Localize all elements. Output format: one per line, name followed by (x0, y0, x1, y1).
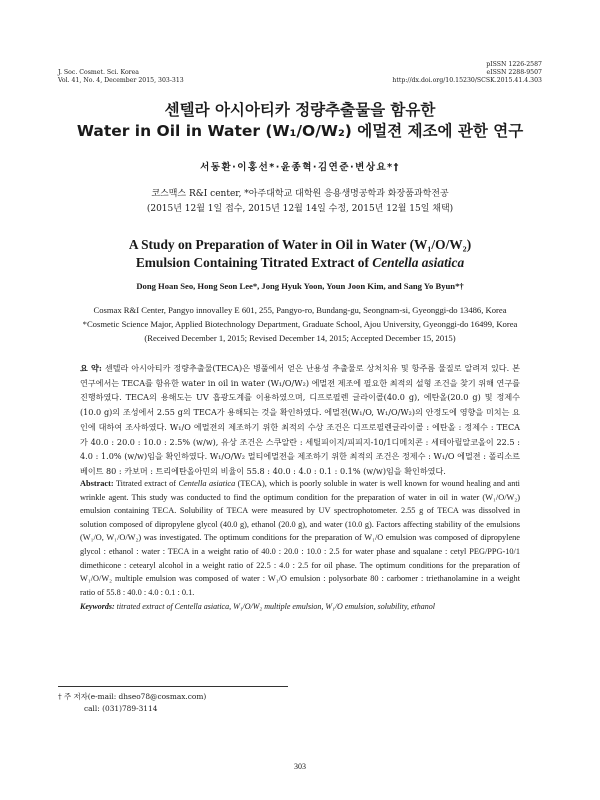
footnote-email: † 주 저자(e-mail: dhseo78@cosmax.com) (58, 692, 207, 701)
english-dates: (Received December 1, 2015; Revised December 14, 2015; Accepted December 15, 2015) (144, 333, 456, 343)
issn-info (392, 61, 542, 85)
english-title-line2 (0, 254, 600, 272)
affiliation-cosmax: Cosmax R&I Center, Pangyo innovalley E 601, 255, Pangyo-ro, Bundang-gu, Seongnam-si, Gyeonggi-do 13486, Korea (93, 305, 507, 315)
korean-abstract-label: 요 약: (80, 363, 102, 373)
english-abstract-species: Centella asiatica (178, 479, 236, 488)
keywords-label: Keywords: (80, 602, 115, 611)
footnote-divider (58, 686, 288, 687)
page-number: 303 (294, 762, 306, 771)
korean-affiliation-line: 코스맥스 R&I center, *아주대학교 대학원 응용생명공학과 화장품과학전공 (151, 189, 449, 199)
journal-volume: Vol. 41, No. 4, December 2015, 303-313 (58, 77, 184, 84)
korean-abstract-text: 센텔라 아시아티카 정량추출물(TECA)은 병풀에서 얻은 난용성 추출물로 상처치유 및 항주름 물질로 알려져 있다. 본 연구에서는 TECA를 함유한 water in oil in water (W₁/O/W₂) 에멀젼 제조에 필요한 최적의 설형 조건을 찾기 위해 연구를 진행하였다. TECA의 용해도는 UV 흡광도계를 이용하였으며, 디프로필렌 글라이콜(40.0 g), 에탄올(20.0 g) 및 정제수(10.0 g)의 조성에서 2.55 g의 TECA가 용해되는 것을 확인하였다. 에멀젼(W₁/O, W₁/O/W₂)의 안정도에 영향을 미치는 요인에 대하여 조사하였다. W₁/O 에멀젼의 제조하기 위한 최적의 수상 조건은 디프로필렌글라이콜 : 에탄올 : 정제수 : TECA가 40.0 : 20.0 : 10.0 : 2.5% (w/w), 유상 조건은 스쿠알란 : 세틸피이지/피피지-10/1디메치콘 : 세테아릴알코올이 22.5 : 4.0 : 1.0% (w/w)임을 확인하였다. W₁/O/W₂ 멀티에멀젼을 제조하기 위한 최적의 조건은 정제수 : W₁/O 에멀젼 : 폴리소르베이트 80 : 카보머 : 트리에탄올아민의 비율이 55.8 : 40.0 : 4.0 : 0.1 : 0.1% (w/w)임을 확인하였다. (80, 363, 520, 476)
doi-link[interactable]: http://dx.doi.org/10.15230/SCSK.2015.41.4.303 (392, 77, 542, 84)
english-abstract (80, 477, 520, 599)
english-title-prefix: Emulsion Containing Titrated Extract of (135, 255, 373, 270)
korean-title-line2: Water in Oil in Water (W₁/O/W₂) 에멀젼 제조에 관한 연구 (76, 122, 524, 140)
footnote (58, 691, 206, 715)
english-authors: Dong Hoan Seo, Hong Seon Lee*, Jong Hyuk Yoon, Youn Joon Kim, and Sang Yo Byun*† (136, 281, 464, 291)
korean-authors: 서동환·이홍선*·윤종혁·김연준·변상요*† (200, 162, 400, 173)
korean-title-line1: 센텔라 아시아티카 정량추출물을 함유한 (164, 101, 436, 119)
journal-info (58, 69, 184, 85)
english-abstract-text-pre: Titrated extract of (113, 479, 179, 488)
korean-title (0, 100, 600, 142)
english-affiliation (0, 303, 600, 345)
korean-dates: (2015년 12월 1일 접수, 2015년 12월 14일 수정, 2015년 12월 15일 채택) (146, 204, 454, 214)
affiliation-ajou: *Cosmetic Science Major, Applied Biotechnology Department, Graduate School, Ajou University, Gyeonggi-do 16499, Korea (82, 319, 518, 329)
english-abstract-text-post: (TECA), which is poorly soluble in water is well known for wound healing and anti wrinkle agent. This study was conducted to find the optimum condition for the preparation of water in oil in water (W₁/O/W₂) emulsion containing TECA. Solubility of TECA were measured by UV spectrophotometer. 2.55 g of TECA was dissolved in solution composed of dipropylene glycol (40.0 g), ethanol (20.0 g), and water (10.0 g). Factors affecting stability of the emulsions (W₁/O, W₁/O/W₂) was investigated. The optimum conditions for the preparation of W₁/O emulsion was composed of dipropylene glycol : ethanol : water : TECA in a weight ratio of 40.0 : 20.0 : 10.0 : 2.5 for water phase and squalane : cetyl PEG/PPG-10/1 dimethicone : cetearyl alcohol in a weight ratio of 22.5 : 4.0 : 2.5 for oil phase. The optimum conditions for the preparation of W₁/O/W₂ multiple emulsion was composed of water : W₁/O emulsion : polysorbate 80 : carbomer : triethanolamine in a weight ratio of 55.8 : 40.0 : 4.0 : 0.1 : 0.1. (80, 479, 520, 597)
footnote-phone: call: (031)789-3114 (84, 704, 158, 713)
english-title (0, 236, 600, 272)
korean-abstract (80, 361, 520, 479)
journal-name: J. Soc. Cosmet. Sci. Korea (58, 69, 139, 76)
keywords (80, 602, 520, 611)
keywords-text: titrated extract of Centella asiatica, W₁/O/W₂ multiple emulsion, W₁/O emulsion, solubility, ethanol (114, 602, 435, 611)
english-abstract-label: Abstract: (80, 479, 114, 488)
english-title-species: Centella asiatica (372, 255, 465, 270)
eissn: eISSN 2288-9507 (486, 69, 542, 76)
english-title-line1: A Study on Preparation of Water in Oil in Water (W₁/O/W₂) (128, 237, 472, 252)
korean-affiliation (0, 187, 600, 217)
pissn: pISSN 1226-2587 (486, 61, 542, 68)
